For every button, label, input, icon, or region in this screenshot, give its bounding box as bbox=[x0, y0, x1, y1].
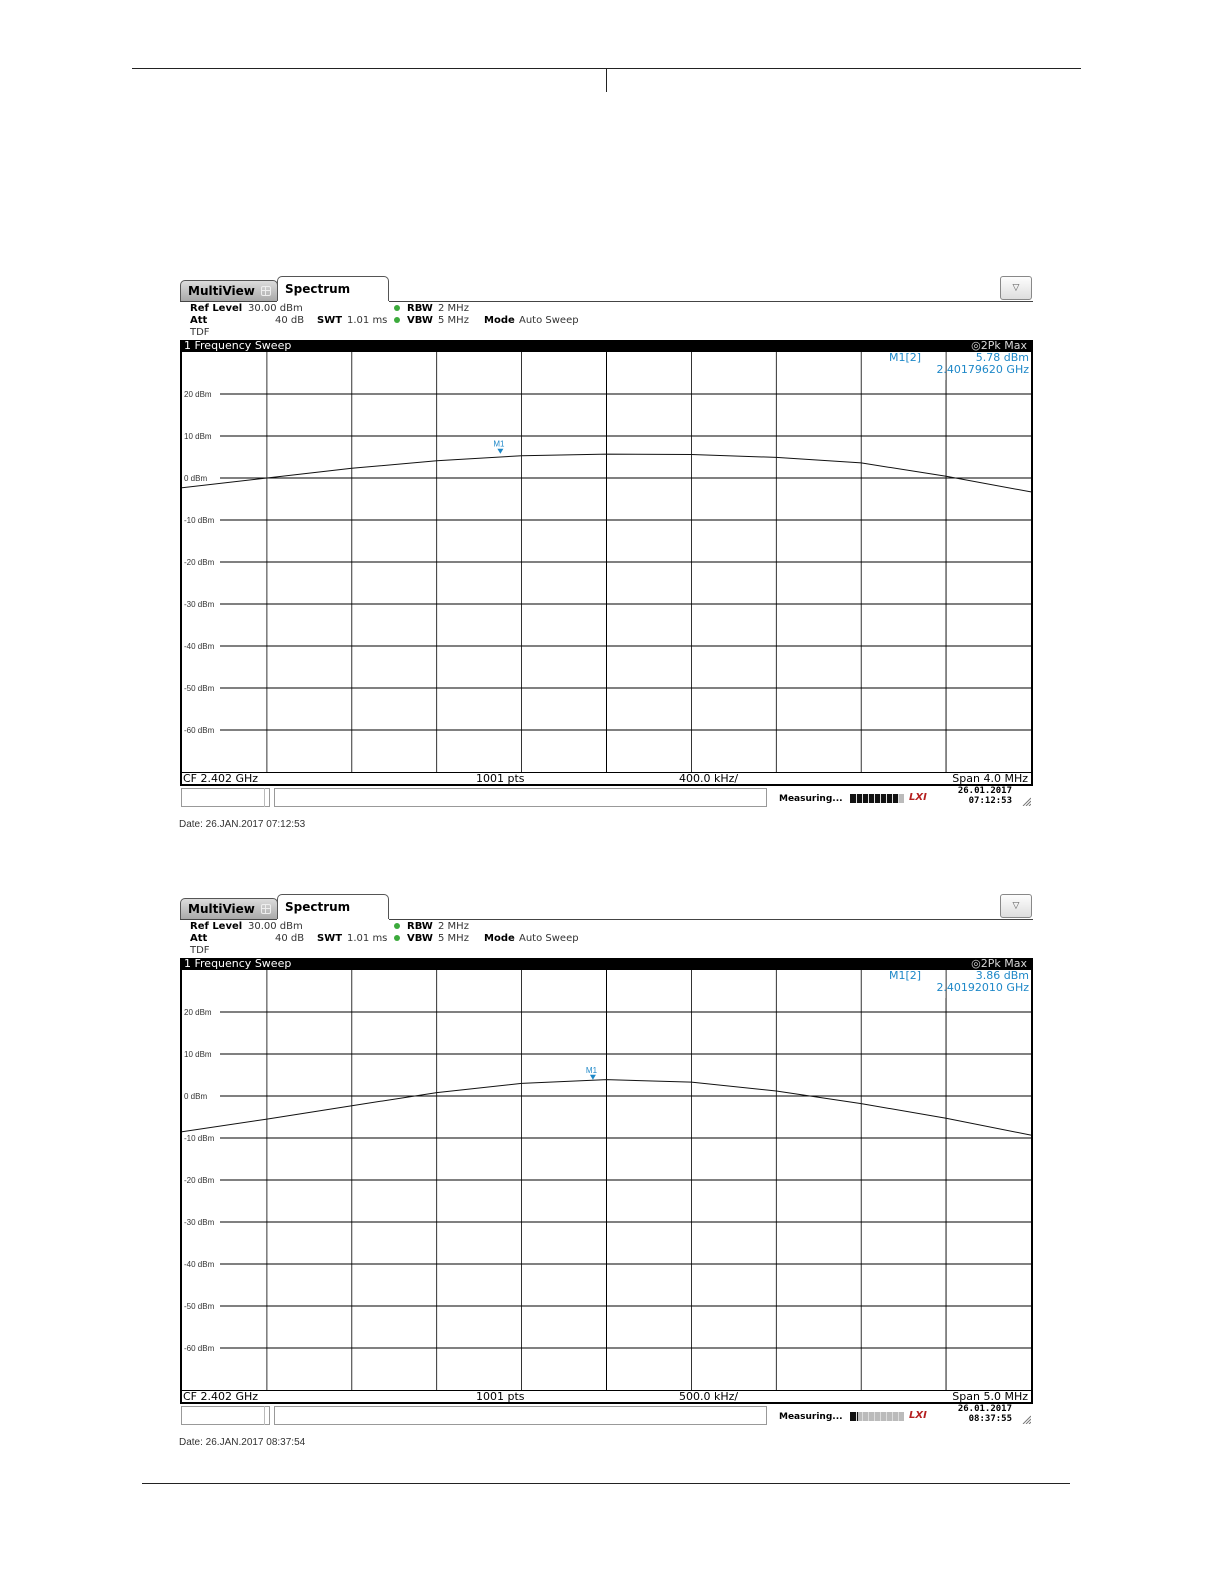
ref-level-value: 30.00 dBm bbox=[248, 303, 303, 314]
mode-value: Auto Sweep bbox=[519, 933, 579, 944]
window-title: 1 Frequency Sweep bbox=[184, 339, 292, 352]
progress-segment bbox=[868, 1412, 869, 1421]
progress-segment bbox=[892, 794, 893, 803]
y-tick-label: -50 dBm bbox=[184, 684, 215, 693]
progress-segment bbox=[874, 1412, 875, 1421]
status-field-left[interactable] bbox=[181, 1406, 270, 1425]
status-clock bbox=[950, 1404, 1012, 1424]
capture-date: Date: 26.JAN.2017 08:37:54 bbox=[179, 1437, 306, 1448]
ref-level-label: Ref Level bbox=[190, 921, 243, 932]
multiview-grid-icon bbox=[261, 904, 271, 914]
marker-level: 5.78 dBm bbox=[975, 351, 1029, 364]
rbw-label: RBW bbox=[407, 921, 433, 932]
spectrum-screenshot-1 bbox=[179, 276, 1034, 830]
progress-segment bbox=[862, 794, 863, 803]
tab-multiview-label: MultiView bbox=[188, 284, 255, 298]
tab-baseline bbox=[180, 919, 277, 920]
progress-segment bbox=[868, 794, 869, 803]
progress-segment bbox=[862, 1412, 863, 1421]
tab-multiview[interactable] bbox=[180, 280, 278, 301]
status-field-divider bbox=[264, 1406, 271, 1425]
measuring-status: Measuring... bbox=[779, 794, 843, 804]
marker-readout bbox=[889, 970, 1029, 994]
y-tick-label: -40 dBm bbox=[184, 1260, 215, 1269]
vbw-value: 5 MHz bbox=[438, 933, 469, 944]
marker-frequency: 2.40179620 GHz bbox=[936, 363, 1029, 376]
marker-readout bbox=[889, 352, 1029, 376]
tab-spectrum-label: Spectrum bbox=[285, 282, 351, 296]
progress-segment bbox=[856, 1412, 857, 1421]
y-tick-label: -10 dBm bbox=[184, 1134, 215, 1143]
dropdown-button[interactable] bbox=[1000, 276, 1032, 300]
att-label: Att bbox=[190, 933, 208, 944]
att-label: Att bbox=[190, 315, 208, 326]
measurement-progress-bar bbox=[850, 794, 904, 803]
sweep-info-bar bbox=[180, 1390, 1033, 1404]
resize-grip-icon[interactable] bbox=[1021, 796, 1031, 806]
tab-baseline bbox=[389, 301, 1033, 302]
y-tick-label: 10 dBm bbox=[184, 1050, 212, 1059]
y-tick-label: 0 dBm bbox=[184, 474, 208, 483]
marker-name: M1[2] bbox=[889, 969, 922, 982]
mode-value: Auto Sweep bbox=[519, 315, 579, 326]
frequency-per-division: 400.0 kHz/ bbox=[679, 772, 739, 785]
spectrum-chart bbox=[182, 970, 1031, 1390]
span: Span 4.0 MHz bbox=[952, 772, 1028, 785]
y-tick-label: -60 dBm bbox=[184, 726, 215, 735]
trace-mode-label: ◎2Pk Max bbox=[971, 957, 1027, 970]
y-tick-label: -60 dBm bbox=[184, 1344, 215, 1353]
spectrum-screenshot-2 bbox=[179, 894, 1034, 1448]
y-tick-label: -30 dBm bbox=[184, 600, 215, 609]
frequency-per-division: 500.0 kHz/ bbox=[679, 1390, 739, 1403]
status-bar bbox=[180, 1404, 1033, 1426]
chevron-down-icon: ▽ bbox=[1012, 901, 1020, 911]
tab-spectrum-label: Spectrum bbox=[285, 900, 351, 914]
y-tick-label: -30 dBm bbox=[184, 1218, 215, 1227]
trace-mode-label: ◎2Pk Max bbox=[971, 339, 1027, 352]
capture-date: Date: 26.JAN.2017 07:12:53 bbox=[179, 819, 306, 830]
status-field-left[interactable] bbox=[181, 788, 270, 807]
points-count: 1001 pts bbox=[476, 772, 525, 785]
status-date: 26.01.2017 bbox=[957, 786, 1012, 796]
progress-segment bbox=[880, 1412, 881, 1421]
mode-label: Mode bbox=[484, 933, 515, 944]
ref-level-value: 30.00 dBm bbox=[248, 921, 303, 932]
y-tick-label: -50 dBm bbox=[184, 1302, 215, 1311]
y-tick-label: 20 dBm bbox=[184, 390, 212, 399]
status-field-divider bbox=[264, 788, 271, 807]
lxi-icon: LXI bbox=[909, 792, 927, 803]
progress-segment bbox=[874, 794, 875, 803]
status-bar bbox=[180, 786, 1033, 808]
y-tick-label: 10 dBm bbox=[184, 432, 212, 441]
vbw-value: 5 MHz bbox=[438, 315, 469, 326]
multiview-grid-icon bbox=[261, 286, 271, 296]
ref-level-label: Ref Level bbox=[190, 303, 243, 314]
progress-segment bbox=[886, 794, 887, 803]
sweep-info-bar bbox=[180, 772, 1033, 786]
resize-grip-icon[interactable] bbox=[1021, 1414, 1031, 1424]
center-frequency: CF 2.402 GHz bbox=[183, 1390, 259, 1403]
marker-m1-label: M1 bbox=[493, 439, 505, 449]
swt-value: 1.01 ms bbox=[347, 315, 388, 326]
status-message-field[interactable] bbox=[274, 788, 767, 807]
mode-label: Mode bbox=[484, 315, 515, 326]
rbw-value: 2 MHz bbox=[438, 303, 469, 314]
swt-label: SWT bbox=[317, 315, 343, 326]
tab-spectrum[interactable] bbox=[277, 276, 389, 301]
measuring-status: Measuring... bbox=[779, 1412, 843, 1422]
progress-segment bbox=[892, 1412, 893, 1421]
att-value: 40 dB bbox=[275, 315, 305, 326]
vbw-label: VBW bbox=[407, 315, 433, 326]
y-tick-label: 20 dBm bbox=[184, 1008, 212, 1017]
marker-m1-label: M1 bbox=[585, 1065, 598, 1075]
progress-segment bbox=[886, 1412, 887, 1421]
y-tick-label: -10 dBm bbox=[184, 516, 215, 525]
progress-segment bbox=[898, 794, 899, 803]
center-frequency: CF 2.402 GHz bbox=[183, 772, 259, 785]
tdf-label: TDF bbox=[190, 945, 210, 956]
chevron-down-icon: ▽ bbox=[1012, 283, 1020, 293]
window-title: 1 Frequency Sweep bbox=[184, 957, 292, 970]
status-clock bbox=[950, 786, 1012, 806]
y-tick-label: -20 dBm bbox=[184, 558, 215, 567]
spectrum-plot-area[interactable] bbox=[180, 352, 1033, 786]
span: Span 5.0 MHz bbox=[952, 1390, 1028, 1403]
tab-multiview-label: MultiView bbox=[188, 902, 255, 916]
vbw-label: VBW bbox=[407, 933, 433, 944]
progress-segment bbox=[898, 1412, 899, 1421]
settings-panel bbox=[179, 303, 1034, 341]
progress-segment bbox=[856, 794, 857, 803]
status-time: 07:12:53 bbox=[968, 796, 1012, 806]
swt-label: SWT bbox=[317, 933, 343, 944]
spectrum-chart bbox=[182, 352, 1031, 772]
status-date: 26.01.2017 bbox=[957, 1404, 1012, 1414]
tab-baseline bbox=[180, 301, 277, 302]
progress-segment bbox=[880, 794, 881, 803]
spectrum-plot-area[interactable] bbox=[180, 970, 1033, 1404]
settings-panel bbox=[179, 921, 1034, 959]
y-tick-label: 0 dBm bbox=[184, 1092, 208, 1101]
points-count: 1001 pts bbox=[476, 1390, 525, 1403]
marker-m1-triangle bbox=[497, 449, 503, 454]
tab-multiview[interactable] bbox=[180, 898, 278, 919]
dropdown-button[interactable] bbox=[1000, 894, 1032, 918]
page-footer-rule bbox=[142, 1483, 1070, 1484]
status-time: 08:37:55 bbox=[968, 1414, 1012, 1424]
measurement-progress-bar bbox=[850, 1412, 904, 1421]
y-tick-label: -40 dBm bbox=[184, 642, 215, 651]
att-value: 40 dB bbox=[275, 933, 305, 944]
swt-value: 1.01 ms bbox=[347, 933, 388, 944]
tdf-label: TDF bbox=[190, 327, 210, 338]
status-message-field[interactable] bbox=[274, 1406, 767, 1425]
lxi-icon: LXI bbox=[909, 1410, 927, 1421]
marker-name: M1[2] bbox=[889, 351, 922, 364]
marker-frequency: 2.40192010 GHz bbox=[936, 981, 1029, 994]
tab-spectrum[interactable] bbox=[277, 894, 389, 919]
marker-m1-triangle bbox=[590, 1075, 596, 1080]
marker-level: 3.86 dBm bbox=[975, 969, 1029, 982]
tab-baseline bbox=[389, 919, 1033, 920]
rbw-value: 2 MHz bbox=[438, 921, 469, 932]
rbw-label: RBW bbox=[407, 303, 433, 314]
page-header-divider bbox=[606, 68, 607, 92]
y-tick-label: -20 dBm bbox=[184, 1176, 215, 1185]
